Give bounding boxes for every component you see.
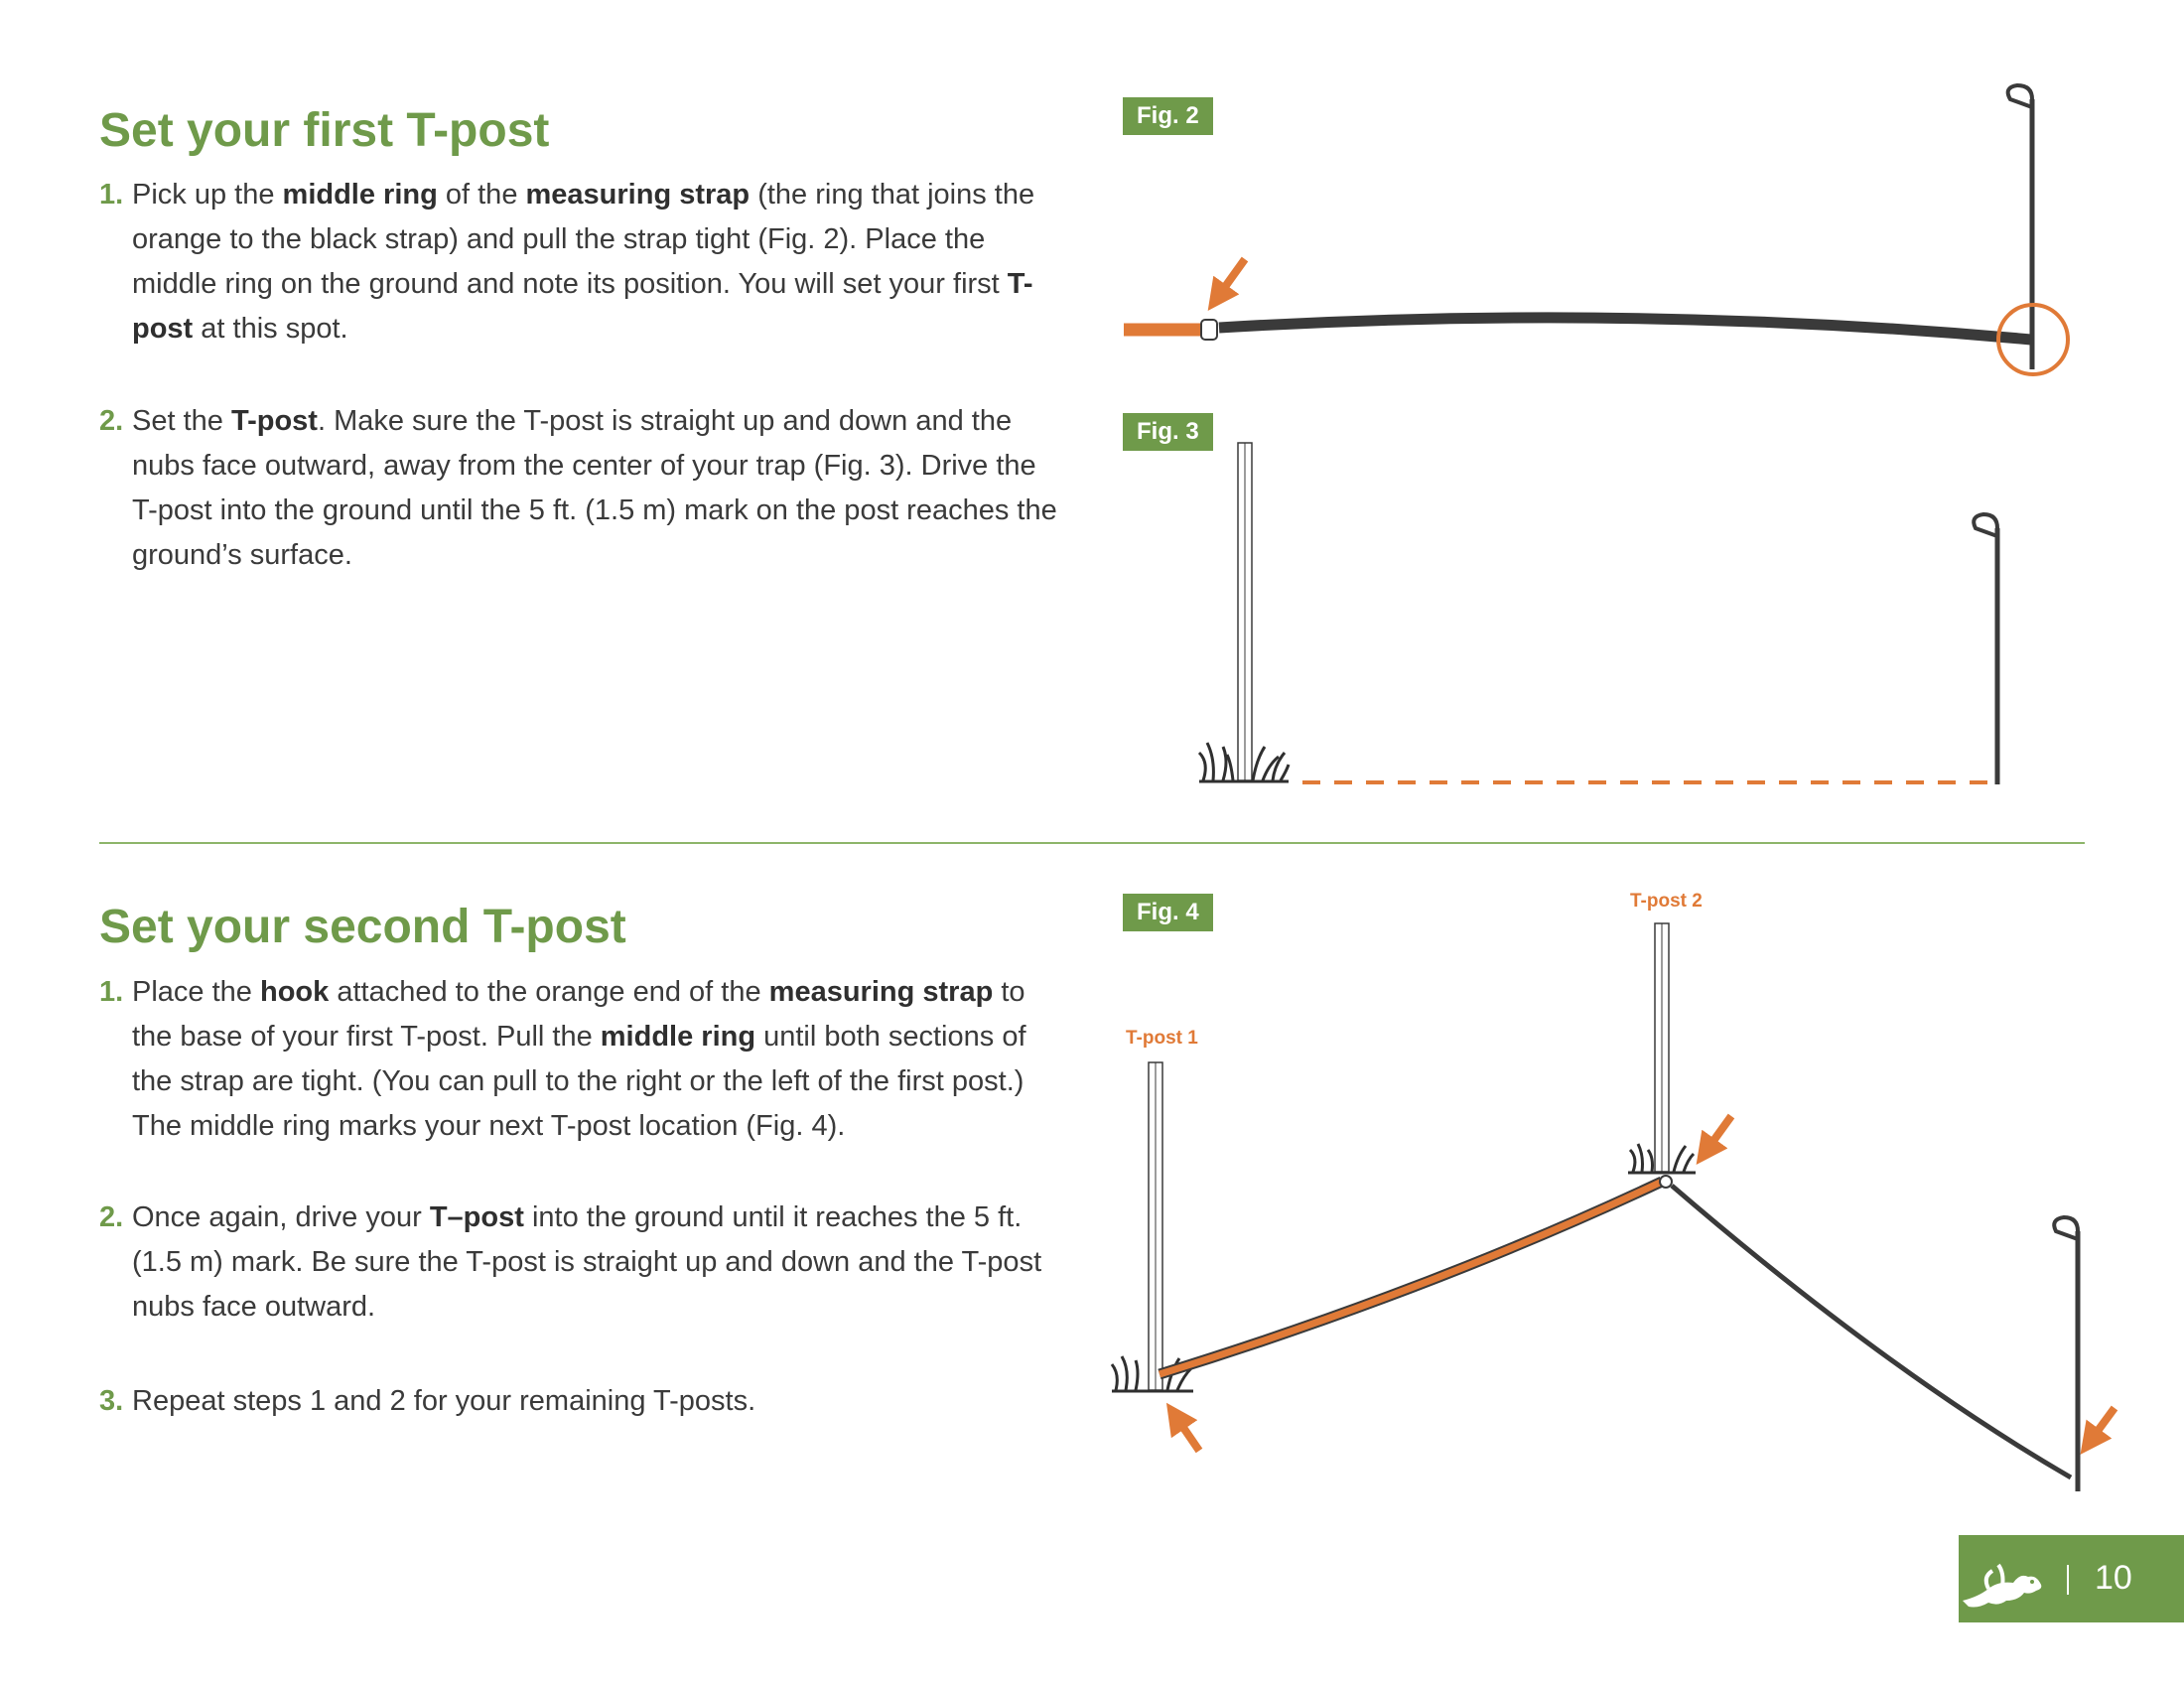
fig-3-label: Fig. 3 <box>1123 413 1213 451</box>
text-run: at this spot. <box>193 313 348 345</box>
bold-term: measuring strap <box>525 179 751 211</box>
page-separator <box>2067 1565 2069 1595</box>
page-number-tab <box>1959 1535 2184 1622</box>
step-number: 2. <box>99 1201 124 1233</box>
bold-term: middle ring <box>600 1021 756 1053</box>
arrow-pointer <box>1217 259 1245 298</box>
step-number: 1. <box>99 976 124 1008</box>
bold-term: T-post <box>230 405 318 437</box>
arrow-pointer <box>2090 1408 2115 1442</box>
bold-term: T-post <box>132 268 1033 345</box>
text-run: of the <box>437 179 526 211</box>
text-run: Once again, drive your <box>132 1201 430 1233</box>
stake-loop <box>1974 514 1997 536</box>
black-strap <box>1219 318 2031 340</box>
tpost-1-label: T-post 1 <box>1126 1028 1198 1049</box>
bold-term: measuring strap <box>768 976 994 1008</box>
fig-2-label: Fig. 2 <box>1123 97 1213 135</box>
stake-loop <box>2054 1217 2078 1239</box>
arrow-pointer <box>1175 1416 1199 1451</box>
section-title-first-tpost: Set your first T-post <box>99 104 550 157</box>
middle-ring <box>1660 1176 1672 1188</box>
text-run: to the base of your first T-post. Pull the <box>132 976 1025 1053</box>
fig-3-illustration <box>1199 443 1997 784</box>
step-number: 3. <box>99 1385 124 1417</box>
text-run: Set the <box>132 405 231 437</box>
fig-4-label: Fig. 4 <box>1123 894 1213 931</box>
fig-2-illustration <box>1124 85 2068 374</box>
bold-term: middle ring <box>282 179 438 211</box>
orange-strap-outline <box>1160 1182 1662 1374</box>
middle-ring <box>1201 320 1217 340</box>
text-run: Pick up the <box>132 179 283 211</box>
text-run: Repeat steps 1 and 2 for your remaining T-posts. <box>132 1385 756 1417</box>
step-number: 2. <box>99 405 124 437</box>
dog-icon <box>1959 1551 2048 1611</box>
stake-loop <box>2008 85 2032 107</box>
bold-term: T–post <box>429 1201 524 1233</box>
black-strap <box>1672 1186 2071 1477</box>
text-run: into the ground until it reaches the 5 ft. (1.5 m) mark. Be sure the T-post is straight up and down and the T-post nubs face outward. <box>132 1201 1042 1323</box>
section-title-second-tpost: Set your second T-post <box>99 901 626 953</box>
text-run: attached to the orange end of the <box>329 976 769 1008</box>
text-run: Place the <box>132 976 260 1008</box>
text-run: (the ring that joins the orange to the black strap) and pull the strap tight (Fig. 2). Place the middle ring on the ground and note its position. You will set your first <box>132 179 1035 300</box>
bold-term: hook <box>259 976 330 1008</box>
tpost-2-label: T-post 2 <box>1630 891 1703 912</box>
step-number: 1. <box>99 179 124 211</box>
text-run: until both sections of the strap are tight. (You can pull to the right or the left of the first post.) The middle ring marks your next T-post location (Fig. 4). <box>132 1021 1026 1142</box>
fig-4-illustration <box>1112 923 2115 1491</box>
page-number: 10 <box>2095 1559 2132 1597</box>
text-run: . Make sure the T-post is straight up and down and the nubs face outward, away from the center of your trap (Fig. 3). Drive the T-post into the ground until the 5 ft. (1.5 m) mark on the post reaches the ground’s surface. <box>132 405 1057 571</box>
arrow-pointer <box>1706 1116 1731 1152</box>
